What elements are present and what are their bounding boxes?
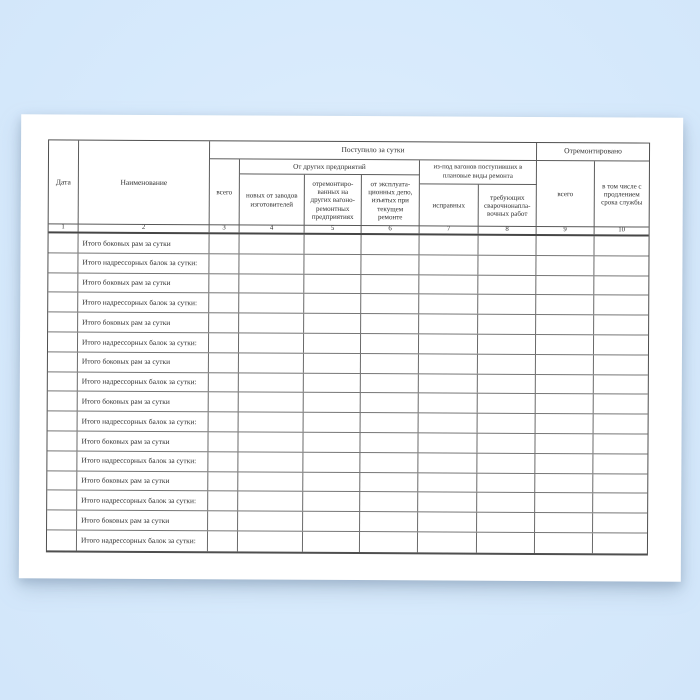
empty-cell	[48, 253, 78, 272]
empty-cell	[239, 353, 304, 372]
empty-cell	[535, 493, 593, 512]
empty-cell	[594, 315, 648, 334]
empty-cell	[419, 414, 478, 433]
empty-cell	[593, 434, 647, 453]
empty-cell	[536, 236, 594, 255]
empty-cell	[47, 491, 77, 510]
empty-cell	[594, 414, 648, 433]
empty-cell	[536, 375, 594, 394]
empty-cell	[418, 493, 477, 512]
empty-cell	[208, 472, 238, 491]
empty-cell	[209, 294, 239, 313]
row-label: Итого боковых рам за сутки	[78, 352, 209, 371]
empty-cell	[48, 372, 78, 391]
empty-cell	[304, 413, 361, 432]
row-label: Итого надрессорных балок за сутки:	[77, 531, 208, 551]
empty-cell	[536, 256, 594, 275]
empty-cell	[304, 274, 361, 293]
row-label: Итого боковых рам за сутки	[78, 313, 209, 332]
empty-cell	[304, 314, 361, 333]
empty-cell	[360, 492, 418, 511]
empty-cell	[478, 275, 536, 294]
row-label: Итого надрессорных балок за сутки:	[77, 451, 208, 470]
empty-cell	[304, 373, 361, 392]
empty-cell	[209, 353, 239, 372]
empty-cell	[593, 454, 647, 473]
table-header	[49, 140, 649, 227]
empty-cell	[238, 531, 303, 551]
empty-cell	[47, 451, 77, 470]
header-date: Дата	[49, 140, 79, 224]
empty-cell	[419, 354, 478, 373]
empty-cell	[535, 434, 593, 453]
row-label: Итого боковых рам за сутки	[77, 471, 208, 490]
empty-cell	[478, 374, 536, 393]
header-group-repaired: Отремонтировано	[537, 143, 649, 162]
empty-cell	[594, 256, 648, 275]
column-number: 2	[79, 225, 210, 233]
empty-cell	[478, 315, 536, 334]
empty-cell	[418, 473, 477, 492]
empty-cell	[535, 474, 593, 493]
table-row	[47, 530, 647, 553]
empty-cell	[478, 394, 536, 413]
column-number: 3	[210, 225, 240, 232]
empty-cell	[419, 374, 478, 393]
empty-cell	[593, 513, 647, 532]
empty-cell	[594, 296, 648, 315]
header-total-repaired: всего	[537, 161, 595, 227]
empty-cell	[48, 332, 78, 351]
header-name: Наименование	[79, 141, 210, 226]
empty-cell	[304, 255, 361, 274]
empty-cell	[477, 434, 535, 453]
empty-cell	[536, 315, 594, 334]
empty-cell	[419, 295, 478, 314]
empty-cell	[360, 512, 418, 531]
row-label: Итого надрессорных балок за сутки:	[77, 491, 208, 510]
empty-cell	[360, 532, 418, 552]
empty-cell	[478, 354, 536, 373]
row-label: Итого надрессорных балок за сутки:	[78, 372, 209, 391]
empty-cell	[361, 374, 419, 393]
row-label: Итого надрессорных балок за сутки:	[78, 293, 209, 312]
empty-cell	[361, 235, 419, 254]
empty-cell	[47, 431, 77, 450]
row-label: Итого боковых рам за сутки	[77, 432, 208, 451]
empty-cell	[361, 275, 419, 294]
table-body	[47, 233, 649, 553]
header-group-received: Поступило за сутки	[210, 141, 537, 161]
empty-cell	[360, 453, 418, 472]
empty-cell	[209, 373, 239, 392]
empty-cell	[208, 511, 238, 530]
empty-cell	[238, 512, 303, 531]
repair-log-table	[46, 139, 650, 555]
row-label: Итого надрессорных балок за сутки:	[78, 333, 209, 352]
empty-cell	[419, 315, 478, 334]
row-label: Итого боковых рам за сутки	[78, 392, 209, 411]
header-group-other-enterprises: От других предприятий	[240, 159, 420, 175]
column-number: 5	[305, 226, 362, 233]
empty-cell	[536, 335, 594, 354]
empty-cell	[478, 335, 536, 354]
row-label: Итого боковых рам за сутки	[78, 234, 209, 253]
empty-cell	[208, 492, 238, 511]
empty-cell	[208, 432, 238, 451]
empty-cell	[593, 533, 647, 553]
empty-cell	[239, 333, 304, 352]
empty-cell	[48, 273, 78, 292]
empty-cell	[536, 414, 594, 433]
header-group-from-wagons: из-под вагонов поступивших в плановые виды ремонта	[420, 160, 537, 185]
empty-cell	[239, 413, 304, 432]
empty-cell	[209, 274, 239, 293]
empty-cell	[361, 413, 419, 432]
empty-cell	[48, 392, 78, 411]
empty-cell	[304, 354, 361, 373]
column-number: 7	[420, 226, 479, 233]
column-number: 1	[49, 224, 79, 231]
empty-cell	[535, 454, 593, 473]
empty-cell	[418, 433, 477, 452]
column-number: 6	[362, 226, 420, 233]
header-from-depots: от эксплуата- ционных депо, изъятых при текущем ремонте	[362, 175, 420, 226]
empty-cell	[593, 494, 647, 513]
empty-cell	[361, 255, 419, 274]
empty-cell	[594, 335, 648, 354]
empty-cell	[478, 255, 536, 274]
header-total-received: всего	[210, 159, 240, 225]
header-serviceable: исправных	[420, 184, 479, 226]
empty-cell	[361, 314, 419, 333]
header-requiring-welding: требующих сварочнонапла- вочных работ	[479, 185, 537, 227]
empty-cell	[239, 373, 304, 392]
column-number: 10	[618, 226, 626, 234]
empty-cell	[209, 313, 239, 332]
empty-cell	[594, 375, 648, 394]
empty-cell	[209, 254, 239, 273]
empty-cell	[477, 493, 535, 512]
empty-cell	[48, 293, 78, 312]
empty-cell	[361, 334, 419, 353]
empty-cell	[594, 355, 648, 374]
empty-cell	[47, 511, 77, 530]
empty-cell	[477, 453, 535, 472]
empty-cell	[47, 530, 77, 550]
empty-cell	[48, 412, 78, 431]
empty-cell	[478, 414, 536, 433]
empty-cell	[303, 433, 360, 452]
empty-cell	[536, 276, 594, 295]
empty-cell	[48, 352, 78, 371]
empty-cell	[361, 393, 419, 412]
empty-cell	[477, 473, 535, 492]
empty-cell	[478, 295, 536, 314]
empty-cell	[418, 532, 477, 552]
empty-cell	[303, 492, 360, 511]
empty-cell	[303, 512, 360, 531]
empty-cell	[536, 295, 594, 314]
empty-cell	[208, 531, 238, 551]
row-label: Итого боковых рам за сутки	[78, 273, 209, 292]
empty-cell	[361, 294, 419, 313]
column-number: 4	[240, 225, 305, 232]
empty-cell	[303, 532, 360, 552]
empty-cell	[238, 452, 303, 471]
empty-cell	[418, 513, 477, 532]
empty-cell	[478, 236, 536, 255]
empty-cell	[419, 394, 478, 413]
empty-cell	[48, 233, 78, 252]
empty-cell	[239, 254, 304, 273]
empty-cell	[47, 471, 77, 490]
empty-cell	[239, 234, 304, 253]
header-with-extension: в том числе с продлением срока службы	[601, 181, 643, 207]
empty-cell	[238, 492, 303, 511]
empty-cell	[419, 275, 478, 294]
empty-cell	[238, 472, 303, 491]
empty-cell	[239, 393, 304, 412]
empty-cell	[535, 533, 593, 553]
column-number: 8	[479, 227, 537, 234]
empty-cell	[304, 294, 361, 313]
row-label: Итого надрессорных балок за сутки:	[78, 412, 209, 431]
empty-cell	[361, 354, 419, 373]
header-repaired-at-other: отремонтиро- ванных на других вагоно- ремонтных предприятиях	[305, 175, 362, 226]
empty-cell	[304, 235, 361, 254]
empty-cell	[593, 474, 647, 493]
empty-cell	[48, 313, 78, 332]
empty-cell	[594, 395, 648, 414]
empty-cell	[419, 255, 478, 274]
empty-cell	[238, 432, 303, 451]
empty-cell	[209, 393, 239, 412]
row-label: Итого надрессорных балок за сутки:	[78, 253, 209, 272]
empty-cell	[419, 334, 478, 353]
empty-cell	[477, 533, 535, 553]
empty-cell	[209, 333, 239, 352]
empty-cell	[209, 234, 239, 253]
empty-cell	[304, 393, 361, 412]
empty-cell	[594, 276, 648, 295]
header-new-from-plants: новых от заводов изготовителей	[240, 174, 305, 225]
empty-cell	[536, 355, 594, 374]
empty-cell	[239, 314, 304, 333]
empty-cell	[208, 452, 238, 471]
empty-cell	[303, 453, 360, 472]
empty-cell	[304, 334, 361, 353]
column-number: 9	[537, 227, 595, 234]
empty-cell	[239, 274, 304, 293]
empty-cell	[477, 513, 535, 532]
empty-cell	[418, 453, 477, 472]
empty-cell	[239, 294, 304, 313]
empty-cell	[303, 472, 360, 491]
empty-cell	[536, 394, 594, 413]
row-label: Итого боковых рам за сутки	[77, 511, 208, 530]
empty-cell	[360, 473, 418, 492]
empty-cell	[209, 412, 239, 431]
empty-cell	[419, 235, 478, 254]
empty-cell	[594, 236, 648, 255]
empty-cell	[360, 433, 418, 452]
empty-cell	[535, 513, 593, 532]
paper-sheet	[19, 114, 683, 581]
